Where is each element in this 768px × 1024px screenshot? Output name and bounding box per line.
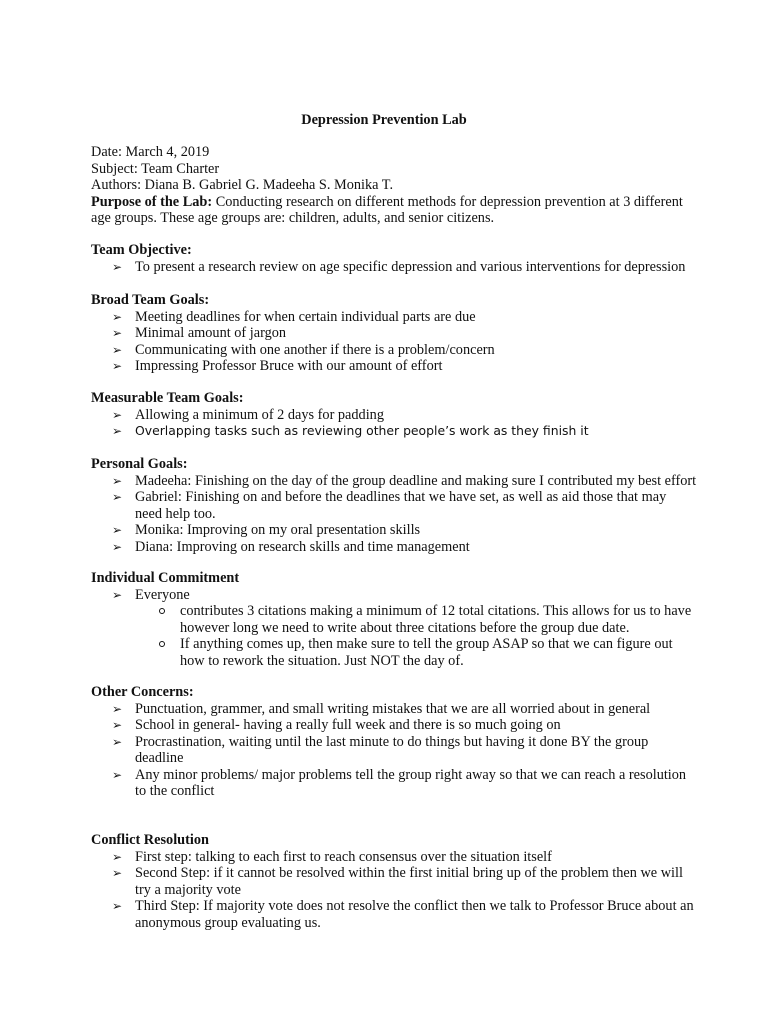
- section-heading: Other Concerns:: [91, 684, 194, 700]
- list-item: [91, 898, 694, 931]
- list-item: ➢ To present a research review on age specific depression and various interventions for depression: [91, 259, 691, 276]
- section-heading: Personal Goals:: [91, 456, 188, 472]
- list-item-text-cont: try a majority vote: [135, 881, 242, 898]
- bullet-list: [91, 848, 694, 932]
- list-item-text: Procrastination, waiting until the last minute to do things but having it done BY the group: [135, 733, 649, 750]
- authors-line: Authors: Diana B. Gabriel G. Madeeha S. Monika T.: [91, 177, 394, 193]
- list-item-text: Gabriel: Finishing on and before the deadlines that we have set, as well as aid those that may: [135, 489, 667, 505]
- list-item: ➢ Madeeha: Finishing on the day of the group deadline and making sure I contributed my best effort: [91, 473, 691, 490]
- list-item: ➢ Meeting deadlines for when certain individual parts are due: [91, 309, 691, 326]
- bullet-list: [91, 259, 691, 276]
- section-heading: Individual Commitment: [91, 570, 240, 586]
- bullet-list: [91, 587, 691, 670]
- measurable-goals-section: [91, 390, 691, 440]
- list-item-text-cont: anonymous group evaluating us.: [135, 914, 321, 931]
- commitment-section: [91, 570, 691, 669]
- bullet-list: [91, 472, 697, 556]
- list-item-text: Any minor problems/ major problems tell the group right away so that we can reach a resolution: [135, 766, 687, 783]
- header-block: [91, 144, 691, 227]
- list-item-text-cont: need help too.: [135, 505, 216, 522]
- list-item: ➢ Punctuation, grammer, and small writing mistakes that we are all worried about in general: [91, 701, 691, 718]
- sub-list-item-text-cont: how to rework the situation. Just NOT the day of.: [180, 652, 464, 669]
- sub-list-item: [135, 603, 691, 636]
- broad-goals-section: [91, 292, 691, 375]
- section-heading: Measurable Team Goals:: [91, 390, 244, 406]
- list-item-text: Second Step: if it cannot be resolved within the first initial bring up of the problem then we will: [135, 865, 683, 881]
- concerns-section: [91, 684, 691, 800]
- list-item: ➢ Impressing Professor Bruce with our amount of effort: [91, 358, 691, 375]
- list-item: ➢ First step: talking to each first to reach consensus over the situation itself: [91, 849, 691, 866]
- bullet-list: [91, 309, 691, 375]
- list-item: ➢ School in general- having a really full week and there is so much going on: [91, 717, 691, 734]
- list-item: ➢ Overlapping tasks such as reviewing other people’s work as they finish it: [91, 423, 691, 440]
- section-heading: Conflict Resolution: [91, 832, 209, 848]
- sub-list-item-text-cont: however long we need to write about three citations before the group due date.: [180, 619, 630, 636]
- purpose-text: Conducting research on different methods for depression prevention at 3 different: [212, 193, 683, 210]
- date-line: Date: March 4, 2019: [91, 144, 210, 160]
- sub-bullet-list: [135, 603, 691, 669]
- list-item: [91, 865, 691, 898]
- conflict-section: [91, 832, 694, 931]
- personal-goals-section: [91, 456, 697, 555]
- list-item: [91, 767, 691, 800]
- list-item: [91, 734, 691, 767]
- list-item: [91, 587, 691, 670]
- list-item-text: Third Step: If majority vote does not resolve the conflict then we talk to Professor Bruce about an: [135, 898, 694, 914]
- list-item: ➢ Communicating with one another if there is a problem/concern: [91, 342, 691, 359]
- section-heading: Broad Team Goals:: [91, 292, 210, 308]
- sub-list-item-text: If anything comes up, then make sure to tell the group ASAP so that we can figure out: [180, 636, 673, 652]
- subject-line: Subject: Team Charter: [91, 160, 220, 177]
- team-objective-section: [91, 242, 691, 275]
- purpose-line: [91, 194, 691, 211]
- list-item: ➢ Allowing a minimum of 2 days for padding: [91, 407, 691, 424]
- list-item-text: ➢ Everyone: [135, 586, 190, 603]
- sub-list-item-text: contributes 3 citations making a minimum of 12 total citations. This allows for us to have: [180, 603, 692, 619]
- purpose-label: Purpose of the Lab:: [91, 193, 213, 210]
- list-item: ➢ Minimal amount of jargon: [91, 325, 691, 342]
- section-heading: Team Objective:: [91, 242, 192, 258]
- bullet-list: [91, 407, 691, 440]
- list-item-text-cont: deadline: [135, 750, 184, 766]
- list-item-text-cont: to the conflict: [135, 783, 215, 799]
- bullet-list: [91, 701, 691, 800]
- document-title: Depression Prevention Lab: [301, 112, 467, 128]
- sub-list-item: [135, 636, 691, 669]
- purpose-line-2: age groups. These age groups are: children, adults, and senior citizens.: [91, 210, 495, 226]
- list-item: ➢ Monika: Improving on my oral presentation skills: [91, 522, 691, 539]
- list-item: ➢ Diana: Improving on research skills and time management: [91, 539, 691, 556]
- list-item: [91, 489, 691, 522]
